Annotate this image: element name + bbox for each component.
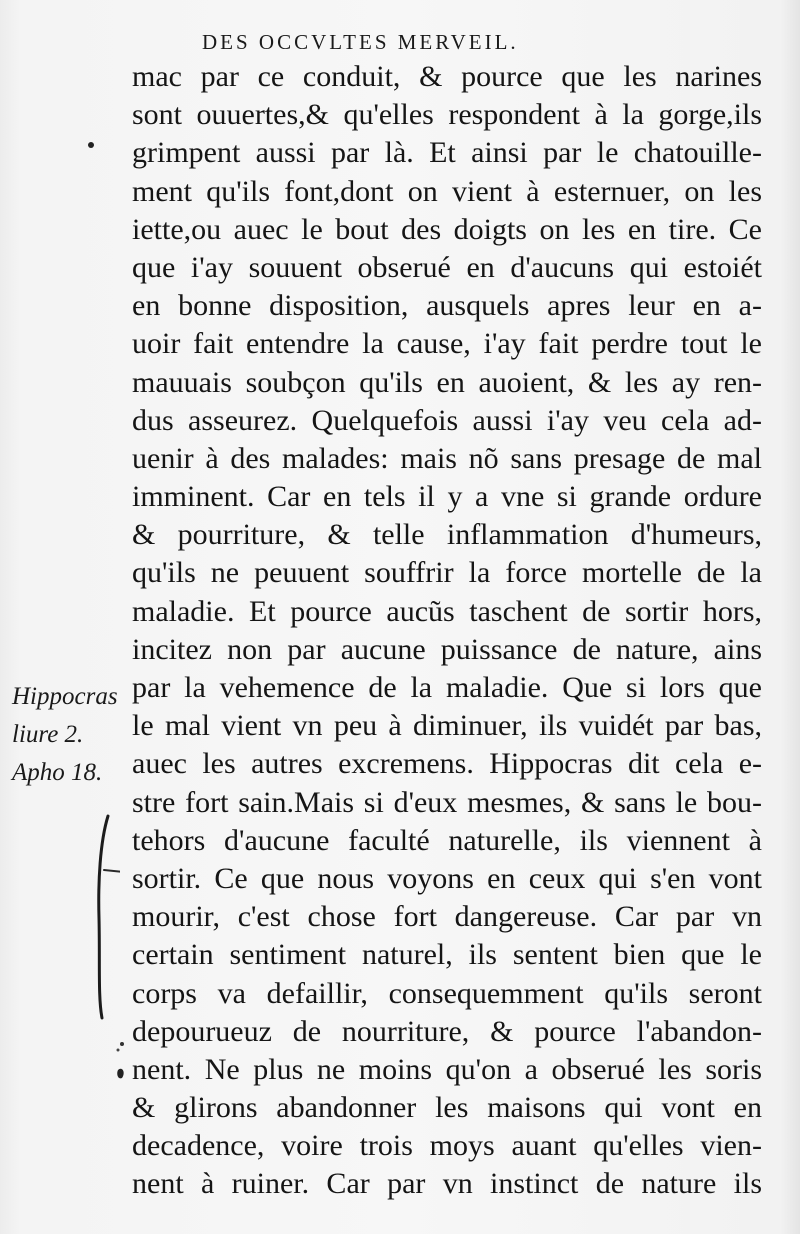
text-line: auec les autres excremens. Hippocras dit cela e-	[132, 747, 762, 781]
text-line: stre fort sain.Mais si d'eux mesmes, & sans le bou-	[132, 785, 762, 819]
marginal-note-line: Hippocras	[12, 683, 118, 710]
text-line: & pourriture, & telle inflammation d'humeurs,	[132, 518, 762, 552]
marginal-note-line: Apho 18.	[12, 759, 103, 787]
text-line: qu'ils ne peuuent souffrir la force mortelle de la	[132, 556, 762, 590]
text-line: grimpent aussi par là. Et ainsi par le chatouille-	[132, 136, 762, 170]
text-line: incitez non par aucune puissance de nature, ains	[132, 632, 762, 666]
handwritten-bracket-mark	[90, 812, 120, 1024]
text-line: certain sentiment naturel, ils sentent bien que le	[132, 938, 762, 972]
text-line: depourueuz de nourriture, & pource l'abandon-	[132, 1014, 762, 1048]
text-line: decadence, voire trois moys auant qu'elles vien-	[132, 1129, 762, 1163]
text-line: corps va defaillir, consequemment qu'ils seront	[132, 976, 762, 1010]
text-line: sortir. Ce que nous voyons en ceux qui s'en vont	[132, 861, 762, 895]
text-line: ment qu'ils font,dont on vient à esternuer, on les	[132, 174, 762, 208]
text-line: maladie. Et pource aucũs taschent de sortir hors,	[132, 594, 762, 628]
running-header: DES OCCVLTES MERVEIL.	[202, 30, 519, 54]
margin-dot	[88, 142, 94, 148]
marginal-note	[12, 678, 134, 793]
text-line: uoir fait entendre la cause, i'ay fait perdre tout le	[132, 327, 762, 361]
text-line: mourir, c'est chose fort dangereuse. Car par vn	[132, 900, 762, 934]
text-line: sont ouuertes,& qu'elles respondent à la gorge,ils	[132, 98, 762, 132]
text-line: mac par ce conduit, & pource que les narines	[132, 60, 762, 93]
text-line: le mal vient vn peu à diminuer, ils vuidét par bas,	[132, 709, 762, 743]
marginal-note-line: liure 2.	[12, 721, 84, 749]
text-line: par la vehemence de la maladie. Que si lors que	[132, 671, 762, 704]
text-line: tehors d'aucune faculté naturelle, ils viennent à	[132, 823, 762, 857]
text-line: mauuais soubçon qu'ils en auoient, & les ay ren-	[132, 365, 762, 399]
text-line: en bonne disposition, ausquels apres leur en a-	[132, 289, 762, 323]
text-line: & glirons abandonner les maisons qui vont en	[132, 1091, 762, 1125]
text-line: uenir à des malades: mais nõ sans presage de mal	[132, 441, 762, 475]
text-line: iette,ou auec le bout des doigts on les en tire. Ce	[132, 212, 762, 246]
body-text	[132, 58, 762, 1204]
text-line: nent à ruiner. Car par vn instinct de nature ils	[132, 1167, 762, 1201]
ink-smudge-mark	[112, 1038, 132, 1082]
text-line: dus asseurez. Quelquefois aussi i'ay veu cela ad-	[132, 403, 762, 437]
text-line: imminent. Car en tels il y a vne si grande ordure	[132, 480, 762, 514]
text-line: nent. Ne plus ne moins qu'on a obserué les soris	[132, 1052, 762, 1086]
text-line: que i'ay souuent obserué en d'aucuns qui estoiét	[132, 250, 762, 284]
